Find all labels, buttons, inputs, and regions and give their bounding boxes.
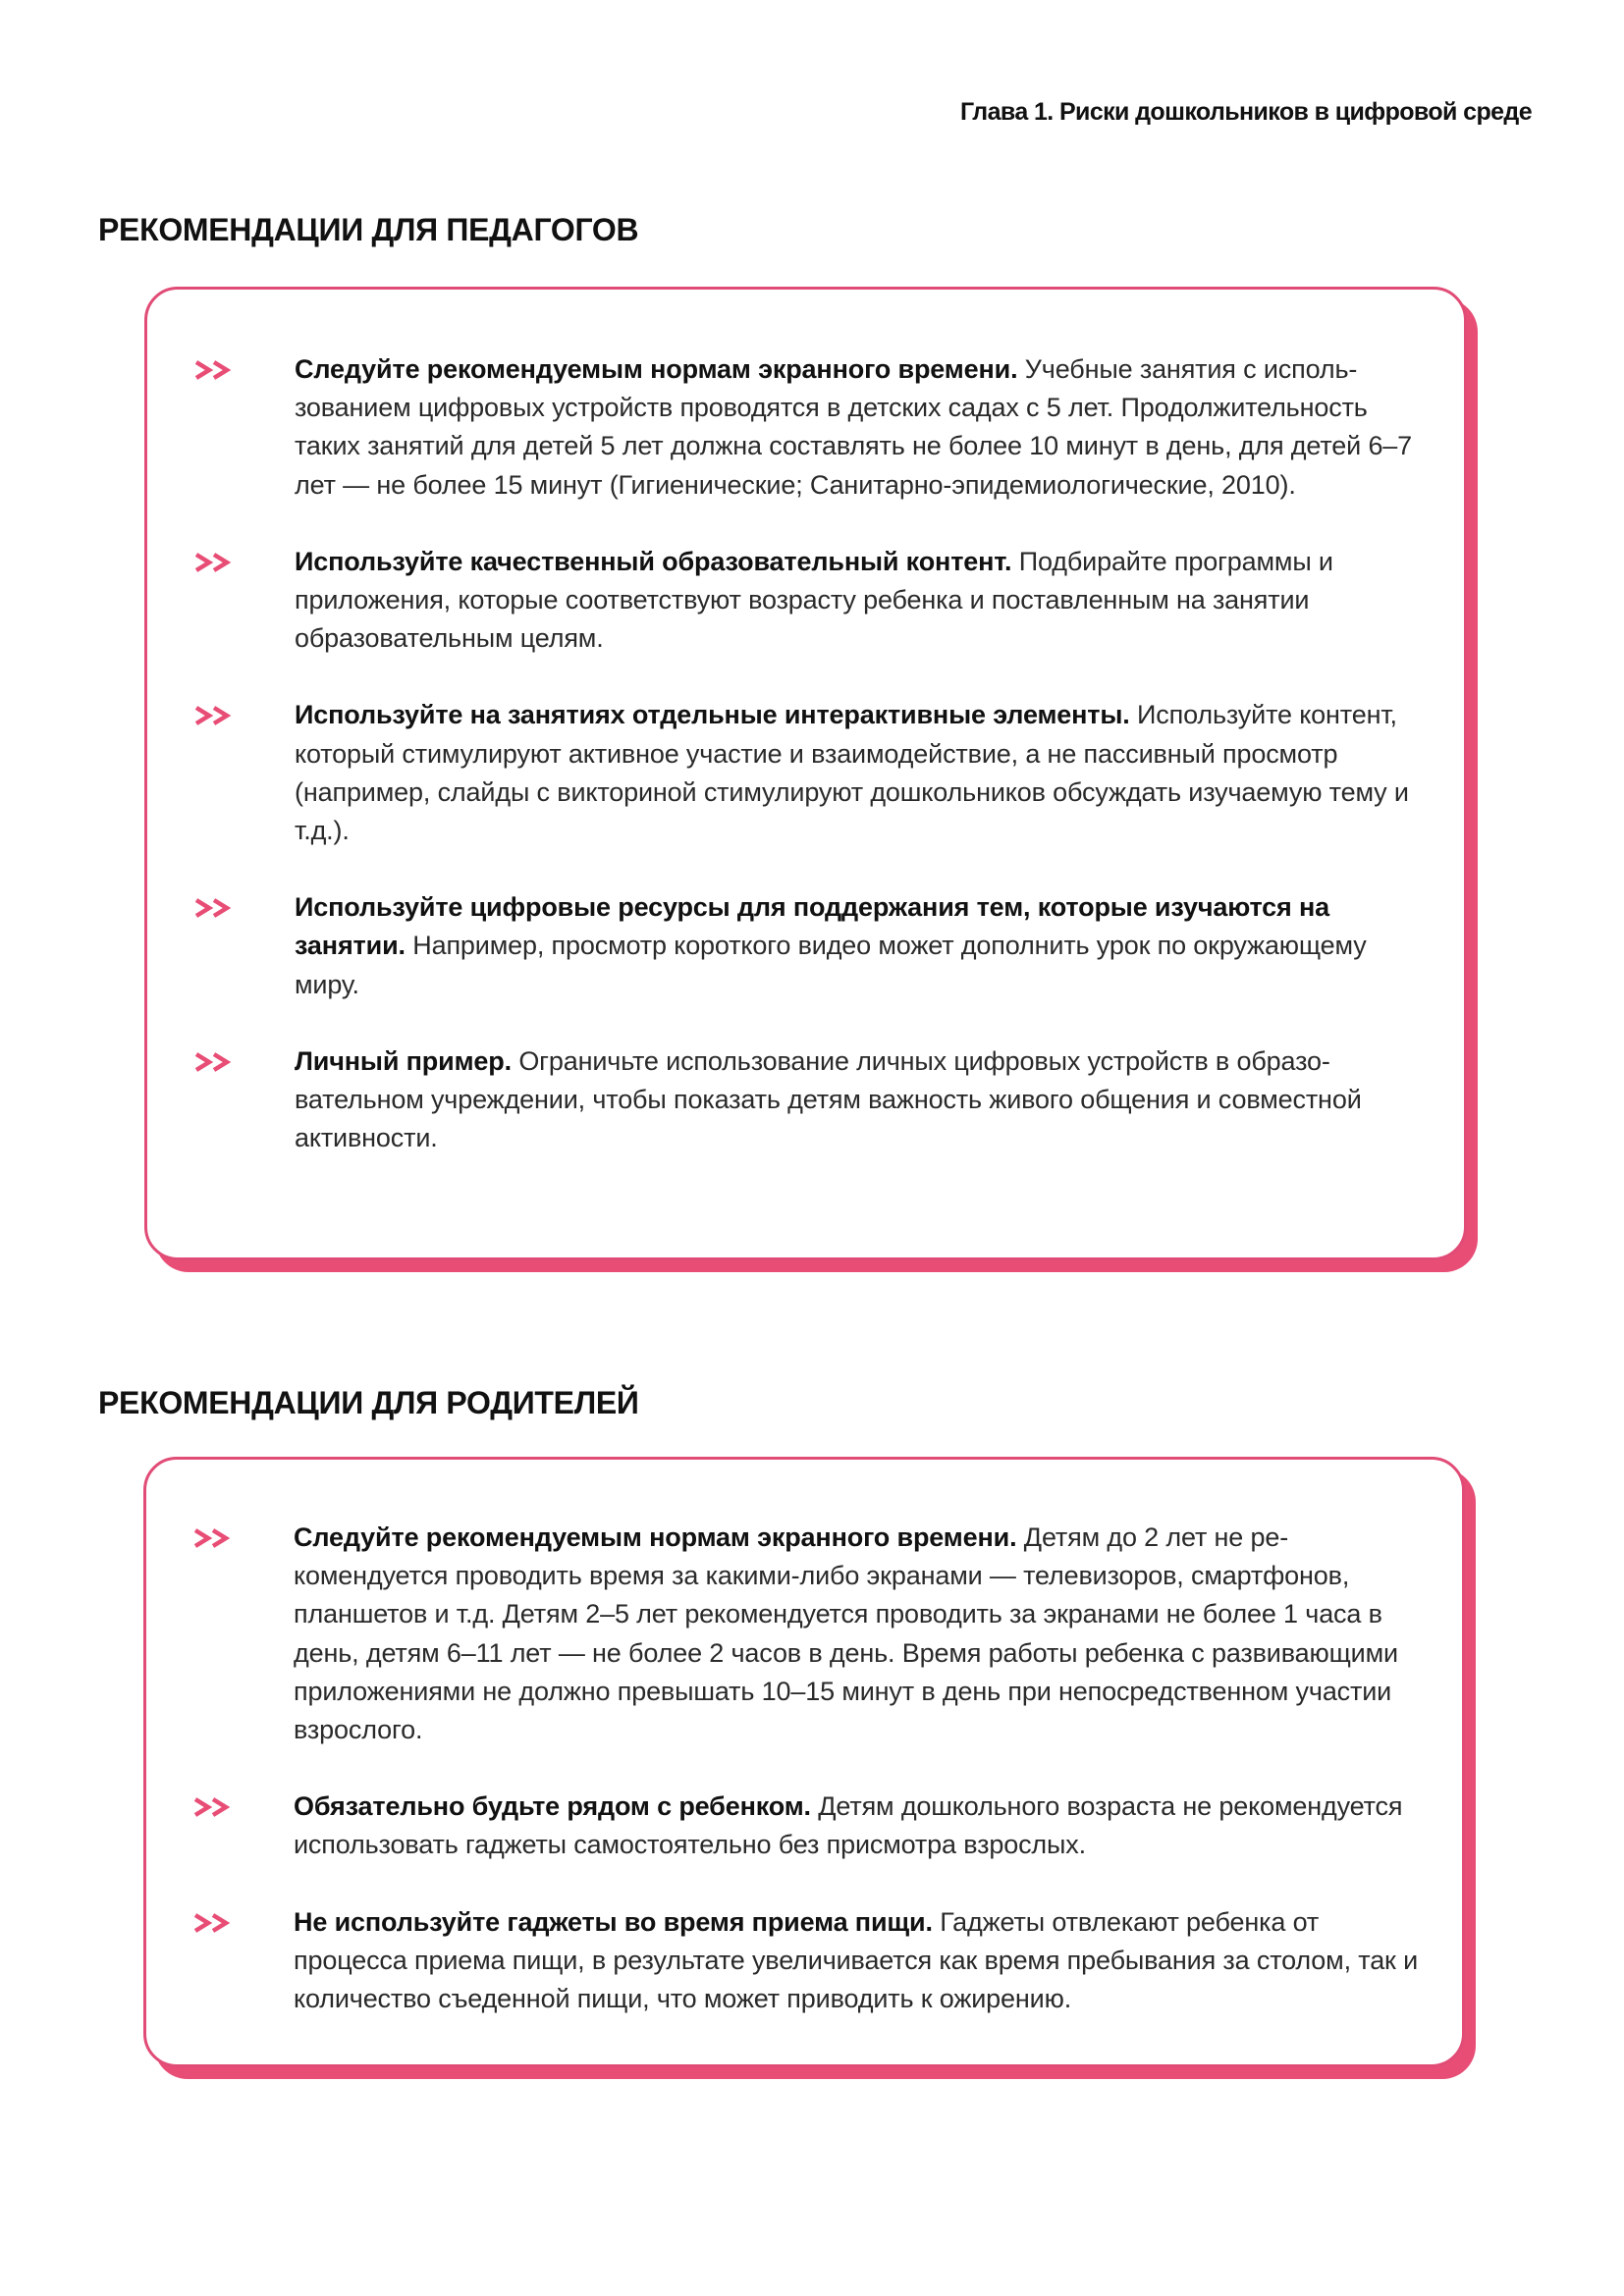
- double-chevron-right-icon: [194, 705, 234, 726]
- list-item: [193, 1519, 1421, 1749]
- list-item: [194, 543, 1423, 659]
- recommendations-card-teachers: [144, 287, 1467, 1260]
- item-lead: Следуйте рекомендуемым нормам экранного времени.: [294, 1522, 1017, 1552]
- item-body: Ограничьте использование личных цифровых устройств в образовательном учреждении, чтобы показать детям важность живого общения и совместной активности.: [295, 1045, 1362, 1153]
- list-item: [193, 1788, 1421, 1864]
- recommendation-list: [194, 350, 1423, 1196]
- recommendations-card-parents: [143, 1457, 1465, 2067]
- list-item: [194, 696, 1423, 850]
- list-item: [193, 1903, 1421, 2019]
- double-chevron-right-icon: [193, 1912, 233, 1934]
- item-body: Гаджеты отвлекают ребенка от процесса приема пищи, в результате увеличивается как время пребывания за столом, так и количество съеденной пищи, что может приводить к ожирению.: [294, 1906, 1419, 2014]
- item-lead: Не используйте гаджеты во время приема пищи.: [294, 1906, 933, 1937]
- list-item: [194, 888, 1423, 1004]
- item-lead: Личный пример.: [295, 1045, 512, 1076]
- running-header: Глава 1. Риски дошкольников в цифровой среде: [959, 98, 1532, 126]
- double-chevron-right-icon: [194, 1051, 234, 1073]
- item-body: Детям дошкольного возраста не рекомендуется использовать гаджеты самостоятельно без присмотра взрослых.: [294, 1791, 1403, 1860]
- item-body: Подбирайте программы и приложения, которые соответствуют возрасту ребенка и поставленным на занятии образовательным целям.: [295, 546, 1333, 654]
- item-lead: Обязательно будьте рядом с ребенком.: [294, 1791, 811, 1822]
- double-chevron-right-icon: [194, 897, 234, 919]
- double-chevron-right-icon: [194, 552, 234, 573]
- double-chevron-right-icon: [193, 1527, 233, 1549]
- item-lead: Следуйте рекомендуемым нормам экранного времени.: [295, 354, 1018, 384]
- recommendation-list: [193, 1519, 1421, 2056]
- section-title-parents: РЕКОМЕНДАЦИИ ДЛЯ РОДИТЕЛЕЙ: [98, 1385, 639, 1420]
- item-lead: Используйте качественный образовательный контент.: [295, 546, 1012, 576]
- item-body: Например, просмотр короткого видео может дополнить урок по окружающему миру.: [295, 931, 1367, 999]
- double-chevron-right-icon: [194, 359, 234, 381]
- item-lead: Используйте на занятиях отдельные интерактивные элементы.: [295, 700, 1130, 730]
- item-body: Детям до 2 лет не рекомендуется проводить время за какими-либо экранами — телевизоров, смартфонов, планшетов и т.д. Детям 2–5 лет рекомендуется проводить за экранами не более 1 часа в день, детям 6–11 лет — не более 2 часов в день. Время работы ребенка с развивающими приложениями не должно превышать 10–15 минут в день при непосредственном участии взрослого.: [294, 1522, 1398, 1745]
- item-body: Используйте контент, который стимулируют активное участие и взаимодействие, а не пассивный просмотр (например, слайды с викториной стимулируют дошкольников обсуждать изучаемую тему и т.д.).: [295, 700, 1409, 846]
- list-item: [194, 1042, 1423, 1158]
- double-chevron-right-icon: [193, 1796, 233, 1818]
- section-title-teachers: РЕКОМЕНДАЦИИ ДЛЯ ПЕДАГОГОВ: [98, 212, 639, 247]
- item-body: Учебные занятия с использованием цифровых устройств проводятся в детских садах с 5 лет. Продолжительность таких занятий для детей 5 лет должна составлять не более 10 минут в день, для детей 6–7 лет — не более 15 минут (Гигиенические; Санитарно-эпидемиологические, 2010).: [295, 354, 1413, 500]
- item-lead: Используйте цифровые ресурсы для поддержания тем, которые изучаются на занятии.: [295, 892, 1330, 961]
- list-item: [194, 350, 1423, 505]
